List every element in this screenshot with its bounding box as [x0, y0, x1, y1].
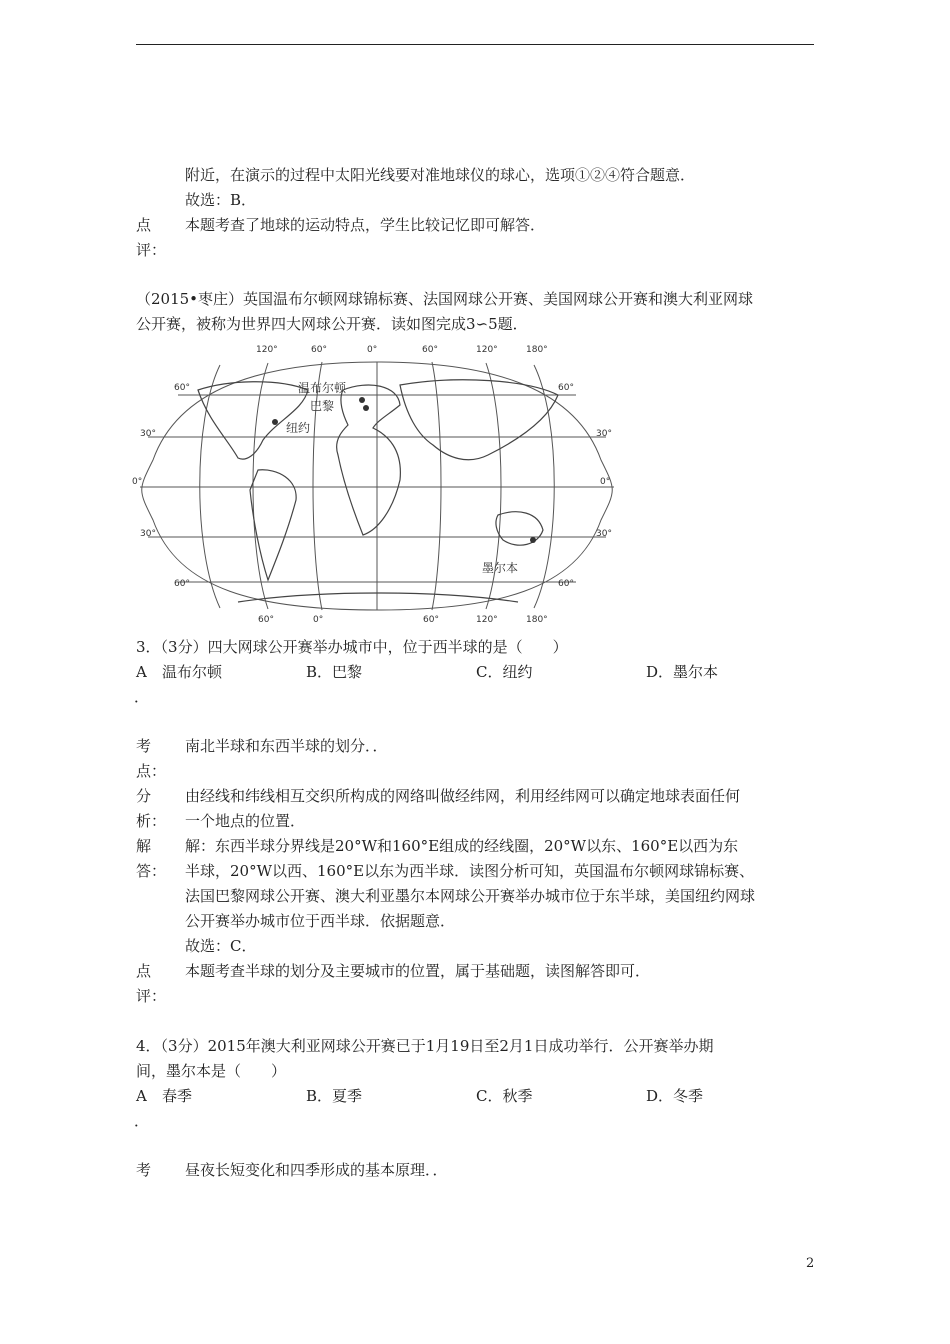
bottom-longitude-label: 180°: [526, 615, 548, 625]
city-label-paris: 巴黎: [310, 399, 335, 413]
q3-option-d: D．墨尔本: [646, 663, 719, 681]
q3-dp-label-2: 评：: [136, 987, 167, 1005]
q4-kd-text: 昼夜长短变化和四季形成的基本原理．．: [185, 1161, 448, 1179]
q4-stem-line-2: 间，墨尔本是（ ）: [136, 1062, 287, 1080]
top-longitude-label: 120°: [256, 345, 278, 355]
left-latitude-label: 30°: [140, 429, 156, 439]
asia: [400, 380, 558, 460]
top-longitude-label: 180°: [526, 345, 548, 355]
bottom-longitude-label: 60°: [423, 615, 439, 625]
q3-option-a-letter: A: [136, 663, 147, 681]
right-latitude-label: 0°: [600, 477, 611, 487]
q3-jd-label: 解: [136, 837, 152, 855]
melbourne-marker: [530, 537, 536, 543]
paris-marker: [363, 405, 369, 411]
city-label-newyork: 纽约: [286, 421, 311, 435]
q3-jd-line-3: 法国巴黎网球公开赛、澳大利亚墨尔本网球公开赛举办城市位于东半球，美国纽约网球: [185, 887, 756, 905]
analysis-continuation: 附近，在演示的过程中太阳光线要对准地球仪的球心，选项①②④符合题意．: [185, 166, 696, 184]
q3-dp-text: 本题考查半球的划分及主要城市的位置，属于基础题，读图解答即可．: [185, 962, 651, 980]
q3-jd-line-5: 故选：C．: [185, 937, 257, 955]
comment-label: 点: [136, 216, 152, 234]
bottom-longitude-label: 0°: [313, 615, 324, 625]
q3-dot: ．: [134, 688, 150, 706]
world-map: [132, 340, 616, 626]
city-label-melbourne: 墨尔本: [482, 561, 519, 575]
left-latitude-label: 60°: [174, 579, 190, 589]
q3-kd-label: 考: [136, 737, 152, 755]
bottom-longitude-label: 120°: [476, 615, 498, 625]
q3-fx-line-2: 一个地点的位置．: [185, 812, 306, 830]
q3-jd-line-2: 半球，20°W以西、160°E以东为西半球．读图分析可知，英国温布尔顿网球锦标赛、: [185, 862, 755, 880]
q3-fx-label-2: 析：: [136, 812, 167, 830]
q4-option-c: C．秋季: [476, 1087, 533, 1105]
answer-line: 故选：B．: [185, 191, 257, 209]
q3-fx-label: 分: [136, 787, 152, 805]
q3-kd-label-2: 点：: [136, 762, 167, 780]
newyork-marker: [272, 419, 278, 425]
q3-option-a: 温布尔顿: [162, 663, 223, 681]
q3-fx-line-1: 由经线和纬线相互交织所构成的网络叫做经纬网，利用经纬网可以确定地球表面任何: [185, 787, 741, 805]
q3-jd-line-4: 公开赛举办城市位于西半球．依据题意．: [185, 912, 456, 930]
right-latitude-label: 30°: [596, 429, 612, 439]
q4-kd-label: 考: [136, 1161, 152, 1179]
top-longitude-label: 60°: [311, 345, 327, 355]
top-longitude-label: 60°: [422, 345, 438, 355]
right-latitude-label: 60°: [558, 383, 574, 393]
right-latitude-label: 30°: [596, 529, 612, 539]
q4-option-a: 春季: [162, 1087, 193, 1105]
wimbledon-marker: [359, 397, 365, 403]
top-longitude-label: 120°: [476, 345, 498, 355]
top-longitude-label: 0°: [367, 345, 378, 355]
q4-stem-line-1: 4．（3分）2015年澳大利亚网球公开赛已于1月19日至2月1日成功举行．公开赛举办期: [136, 1037, 714, 1055]
q3-jd-label-2: 答：: [136, 862, 167, 880]
intro-line-2: 公开赛，被称为世界四大网球公开赛．读如图完成3∽5题．: [136, 315, 528, 333]
comment-text: 本题考查了地球的运动特点，学生比较记忆即可解答．: [185, 216, 546, 234]
intro-line-1: （2015•枣庄）英国温布尔顿网球锦标赛、法国网球公开赛、美国网球公开赛和澳大利亚网球: [136, 290, 754, 308]
q4-dot: ．: [134, 1112, 150, 1130]
q3-option-b: B．巴黎: [306, 663, 363, 681]
q3-option-c: C．纽约: [476, 663, 533, 681]
q3-dp-label: 点: [136, 962, 152, 980]
right-latitude-label: 60°: [558, 579, 574, 589]
left-latitude-label: 30°: [140, 529, 156, 539]
bottom-longitude-label: 60°: [258, 615, 274, 625]
q3-stem: 3．（3分）四大网球公开赛举办城市中，位于西半球的是（ ）: [136, 638, 568, 656]
q3-kd-text: 南北半球和东西半球的划分．．: [185, 737, 388, 755]
q4-option-b: B．夏季: [306, 1087, 363, 1105]
south-america: [250, 470, 296, 580]
city-label-wimbledon: 温布尔顿: [298, 381, 347, 395]
comment-label-2: 评：: [136, 241, 167, 259]
left-latitude-label: 60°: [174, 383, 190, 393]
antarctica: [238, 593, 518, 602]
page-number: 2: [806, 1256, 815, 1271]
q3-jd-line-1: 解：东西半球分界线是20°W和160°E组成的经线圈，20°W以东、160°E以西为东: [185, 837, 739, 855]
header-rule: [136, 44, 814, 45]
q4-option-d: D．冬季: [646, 1087, 704, 1105]
left-latitude-label: 0°: [132, 477, 143, 487]
q4-option-a-letter: A: [136, 1087, 147, 1105]
